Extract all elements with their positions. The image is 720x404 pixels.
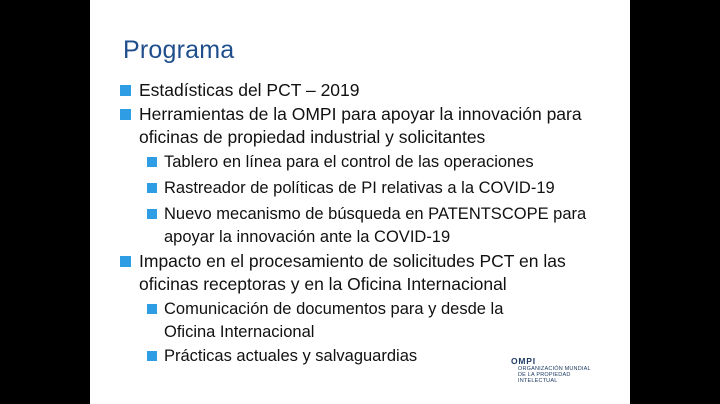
square-bullet-icon: [120, 85, 131, 96]
square-bullet-icon: [120, 256, 131, 267]
square-bullet-icon: [147, 157, 157, 167]
sub-bullet-item: [164, 298, 544, 344]
bullet-text: Rastreador de políticas de PI relativas a la COVID-19: [164, 179, 555, 197]
sub-bullet-item: [164, 151, 604, 174]
ompi-logo: [511, 356, 591, 385]
square-bullet-icon: [147, 183, 157, 193]
square-bullet-icon: [147, 209, 157, 219]
bullet-text: Tablero en línea para el control de las operaciones: [164, 153, 534, 171]
bullet-text: Comunicación de documentos para y desde la Oficina Internacional: [164, 300, 504, 341]
bullet-item: [139, 250, 599, 296]
bullet-text: Prácticas actuales y salvaguardias: [164, 347, 418, 365]
logo-line: ORGANIZACIÓN MUNDIAL: [518, 366, 591, 372]
slide-title: Programa: [123, 36, 235, 64]
bullet-item: [139, 103, 599, 149]
bullet-item: [139, 79, 599, 102]
bullet-text: Estadísticas del PCT – 2019: [139, 80, 360, 100]
logo-line: INTELECTUAL: [518, 378, 558, 385]
sub-bullet-item: [164, 177, 604, 200]
sub-bullet-item: [164, 203, 596, 249]
bullet-text: Nuevo mecanismo de búsqueda en PATENTSCOPE para apoyar la innovación ante la COVID-19: [164, 205, 587, 246]
presentation-slide: [90, 0, 630, 404]
logo-line: DE LA PROPIEDAD: [518, 372, 571, 379]
logo-abbreviation: OMPI: [511, 356, 536, 366]
square-bullet-icon: [147, 304, 157, 314]
bullet-text: Herramientas de la OMPI para apoyar la innovación para oficinas de propiedad industrial y solicitantes: [139, 104, 582, 147]
bullet-text: Impacto en el procesamiento de solicitudes PCT en las oficinas receptoras y en la Oficina Internacional: [139, 251, 566, 294]
square-bullet-icon: [120, 109, 131, 120]
bullet-list: [90, 0, 630, 404]
square-bullet-icon: [147, 351, 157, 361]
